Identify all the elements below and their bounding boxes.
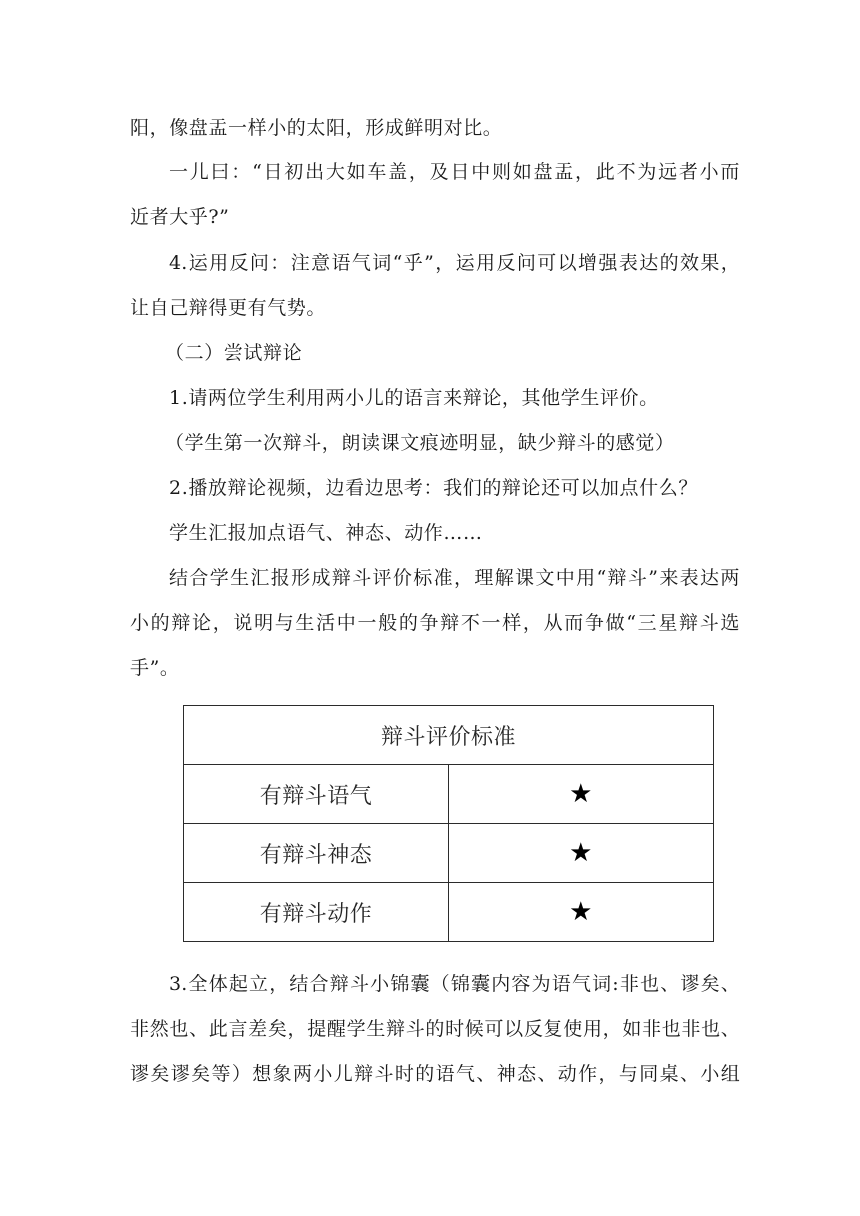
- paragraph-line: 学生汇报加点语气、神态、动作……: [169, 522, 483, 544]
- star-rating-cell: ★: [449, 824, 714, 883]
- paragraph-line: 谬矣谬矣等）想象两小儿辩斗时的语气、神态、动作，与同桌、小组: [130, 1063, 740, 1085]
- paragraph-line: 1.请两位学生利用两小儿的语言来辩论，其他学生评价。: [169, 387, 659, 409]
- criterion-cell: 有辩斗语气: [184, 765, 449, 824]
- criterion-cell: 有辩斗神态: [184, 824, 449, 883]
- paragraph-line: 3.全体起立，结合辩斗小锦囊（锦囊内容为语气词:非也、谬矣、: [169, 973, 740, 995]
- paragraph-line: 非然也、此言差矣，提醒学生辩斗的时候可以反复使用，如非也非也、: [130, 1018, 740, 1040]
- star-rating-cell: ★: [449, 765, 714, 824]
- table-title: 辩斗评价标准: [184, 706, 714, 765]
- table-header-row: [184, 706, 714, 765]
- paragraph-line: 2.播放辩论视频，边看边思考：我们的辩论还可以加点什么？: [169, 477, 698, 499]
- table-row: [184, 883, 714, 942]
- paragraph-line: 手”。: [130, 657, 180, 679]
- evaluation-criteria-table: [183, 705, 714, 942]
- star-rating-cell: ★: [449, 883, 714, 942]
- paragraph-line: 小的辩论，说明与生活中一般的争辩不一样，从而争做“三星辩斗选: [130, 612, 740, 634]
- paragraph-line: 近者大乎?”: [130, 206, 230, 228]
- paragraph-line: 阳，像盘盂一样小的太阳，形成鲜明对比。: [130, 117, 503, 139]
- paragraph-line: 4.运用反问：注意语气词“乎”，运用反问可以增强表达的效果，: [169, 252, 740, 274]
- table-row: [184, 765, 714, 824]
- paragraph-line: 让自己辩得更有气势。: [130, 297, 327, 319]
- paragraph-line: 一儿曰：“日初出大如车盖，及日中则如盘盂，此不为远者小而: [169, 161, 740, 183]
- criterion-cell: 有辩斗动作: [184, 883, 449, 942]
- paragraph-line: （学生第一次辩斗，朗读课文痕迹明显，缺少辩斗的感觉）: [165, 432, 675, 454]
- table-row: [184, 824, 714, 883]
- section-heading: （二）尝试辩论: [165, 342, 303, 364]
- paragraph-line: 结合学生汇报形成辩斗评价标准，理解课文中用“辩斗”来表达两: [169, 567, 740, 589]
